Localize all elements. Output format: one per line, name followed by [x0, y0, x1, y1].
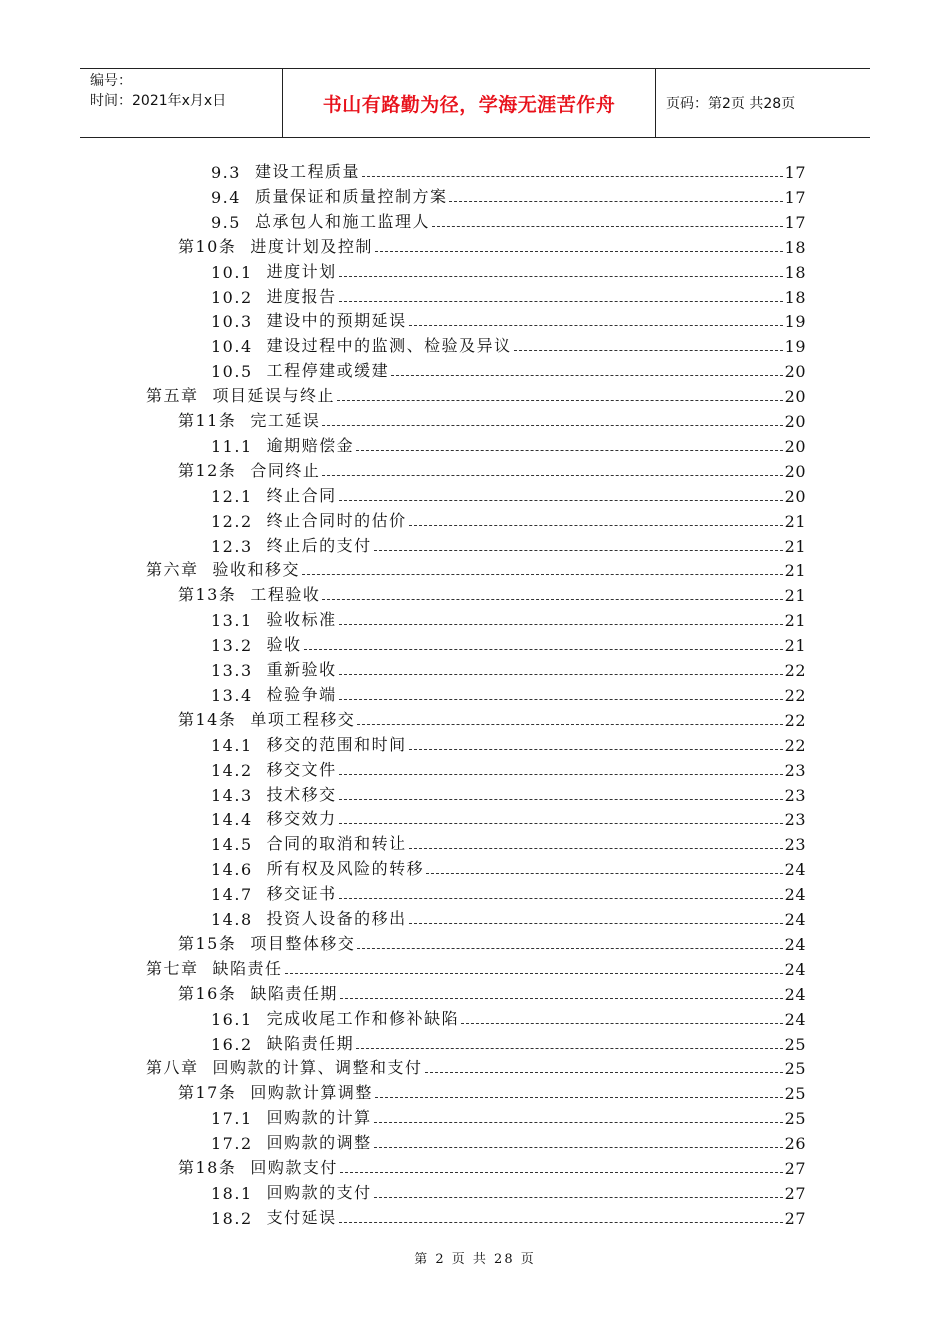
toc-entry-page: 18: [784, 287, 806, 307]
toc-entry-title: 工程停建或缓建: [266, 361, 390, 381]
toc-entry-title: 建设工程质量: [254, 162, 360, 181]
toc-entry-title: 回购款的计算: [266, 1108, 372, 1128]
toc-entry[interactable]: [211, 208, 806, 232]
toc-entry-title: 投资人设备的移出: [266, 909, 407, 928]
toc-entry[interactable]: [178, 233, 806, 257]
toc-entry-number: 9.3: [211, 163, 241, 182]
toc-leader-line: [340, 997, 783, 999]
toc-entry[interactable]: [211, 830, 806, 854]
toc-entry-page: 21: [784, 536, 806, 556]
toc-entry-page: 23: [784, 785, 806, 805]
toc-entry[interactable]: [146, 382, 806, 406]
toc-entry-title: 单项工程移交: [250, 709, 356, 729]
header-meta: [80, 69, 283, 137]
toc-entry[interactable]: [211, 905, 806, 929]
toc-entry[interactable]: [211, 432, 806, 456]
page-footer: 第 2 页 共 28 页: [414, 1252, 536, 1267]
toc-leader-line: [339, 300, 783, 302]
toc-entry[interactable]: [211, 1005, 806, 1029]
toc-leader-line: [409, 324, 783, 326]
toc-entry-title: 缺陷责任: [212, 958, 283, 978]
toc-entry-page: 19: [784, 337, 806, 357]
toc-leader-line: [356, 449, 783, 451]
toc-entry[interactable]: [211, 532, 806, 556]
toc-entry-title: 质量保证和质量控制方案: [254, 186, 448, 206]
toc-entry-title: 验收标准: [266, 610, 337, 630]
toc-entry[interactable]: [178, 457, 806, 481]
toc-leader-line: [322, 474, 782, 476]
toc-entry[interactable]: [211, 781, 806, 805]
toc-leader-line: [339, 275, 783, 277]
toc-entry-title: 建设中的预期延误: [266, 311, 407, 331]
toc-entry-page: 20: [784, 436, 806, 456]
toc-leader-line: [514, 349, 783, 351]
toc-leader-line: [339, 897, 783, 899]
toc-entry-number: 14.7: [211, 885, 253, 905]
toc-entry-number: 14.1: [211, 735, 253, 755]
toc-leader-line: [425, 1071, 783, 1073]
toc-leader-line: [339, 499, 783, 501]
toc-leader-line: [409, 748, 783, 750]
toc-entry-number: 12.3: [211, 536, 253, 556]
toc-entry-page: 27: [784, 1183, 806, 1203]
toc-entry-number: 13.1: [211, 611, 253, 631]
toc-entry-number: 14.2: [211, 760, 253, 780]
toc-entry-number: 第18条: [178, 1158, 237, 1177]
toc-entry[interactable]: [178, 407, 806, 431]
toc-entry-title: 缺陷责任期: [250, 983, 338, 1003]
toc-entry-number: 10.3: [211, 312, 253, 332]
toc-entry-number: 14.5: [211, 835, 253, 855]
toc-entry-title: 检验争端: [266, 684, 337, 704]
toc-leader-line: [374, 1196, 783, 1198]
toc-entry-title: 项目延误与终止: [212, 386, 336, 406]
toc-entry[interactable]: [211, 1204, 806, 1228]
toc-entry-page: 18: [784, 262, 806, 282]
toc-entry-title: 终止合同: [266, 485, 337, 505]
toc-entry[interactable]: [211, 307, 806, 331]
toc-entry-page: 23: [784, 835, 806, 855]
toc-leader-line: [375, 1096, 783, 1098]
toc-entry-title: 验收和移交: [212, 560, 301, 580]
toc-entry-title: 技术移交: [266, 784, 337, 804]
toc-leader-line: [322, 598, 782, 600]
toc-entry-title: 移交的范围和时间: [266, 734, 407, 754]
toc-entry-page: 24: [784, 1009, 806, 1029]
toc-entry-number: 第13条: [178, 585, 237, 605]
toc-entry-page: 27: [784, 1159, 806, 1178]
header-page-info: 页码：第2页 共28页: [666, 96, 796, 112]
toc-entry-number: 13.3: [211, 661, 253, 680]
toc-entry[interactable]: [211, 731, 806, 755]
toc-entry-number: 13.4: [211, 685, 253, 705]
toc-entry-title: 重新验收: [266, 660, 337, 679]
toc-entry-page: 24: [784, 885, 806, 905]
toc-entry-page: 26: [784, 1134, 806, 1154]
toc-entry[interactable]: [178, 706, 806, 730]
toc-entry-title: 回购款支付: [250, 1158, 338, 1177]
toc-entry-page: 21: [784, 611, 806, 631]
toc-entry[interactable]: [211, 631, 806, 655]
toc-entry-title: 项目整体移交: [250, 933, 356, 953]
toc-entry-title: 移交证书: [266, 884, 337, 904]
toc-entry[interactable]: [211, 880, 806, 904]
toc-entry[interactable]: [211, 756, 806, 780]
toc-leader-line: [356, 1047, 783, 1049]
toc-entry-number: 10.4: [211, 337, 253, 357]
toc-leader-line: [339, 798, 783, 800]
toc-entry-number: 第15条: [178, 933, 237, 953]
toc-entry-number: 第17条: [178, 1083, 237, 1103]
toc-entry-page: 25: [784, 1084, 806, 1104]
toc-entry-title: 移交文件: [266, 759, 337, 779]
toc-entry-number: 10.2: [211, 287, 253, 307]
toc-entry-page: 24: [784, 860, 806, 880]
toc-leader-line: [339, 698, 783, 700]
toc-entry-page: 27: [784, 1208, 806, 1228]
toc-entry-number: 10.5: [211, 362, 253, 382]
toc-entry-title: 所有权及风险的转移: [266, 859, 425, 879]
toc-entry-number: 第七章: [146, 958, 199, 978]
toc-entry-number: 第11条: [178, 411, 237, 430]
toc-entry[interactable]: [211, 183, 806, 207]
toc-entry-number: 18.1: [211, 1183, 253, 1203]
toc-entry[interactable]: [178, 1154, 806, 1178]
toc-entry-title: 回购款的支付: [266, 1182, 372, 1202]
page-header: [80, 68, 870, 138]
toc-leader-line: [461, 1022, 783, 1024]
toc-leader-line: [362, 175, 783, 177]
toc-leader-line: [374, 549, 783, 551]
toc-entry-number: 12.1: [211, 486, 253, 506]
toc-entry-number: 18.2: [211, 1208, 253, 1228]
toc-entry-page: 20: [784, 362, 806, 382]
toc-entry-title: 回购款的计算、调整和支付: [212, 1058, 423, 1078]
toc-entry-number: 14.8: [211, 910, 253, 929]
toc-entry-page: 24: [784, 910, 806, 929]
toc-entry-page: 25: [784, 1109, 806, 1129]
toc-entry-title: 验收: [266, 635, 302, 655]
toc-entry[interactable]: [178, 581, 806, 605]
toc-leader-line: [357, 947, 782, 949]
toc-leader-line: [322, 424, 782, 426]
toc-entry-page: 17: [784, 212, 806, 232]
toc-leader-line: [426, 872, 783, 874]
toc-entry[interactable]: [211, 681, 806, 705]
toc-entry-title: 工程验收: [250, 585, 321, 605]
toc-entry-page: 21: [784, 511, 806, 531]
toc-entry-number: 12.2: [211, 511, 253, 531]
toc-entry[interactable]: [211, 507, 806, 531]
toc-entry[interactable]: [211, 1179, 806, 1203]
toc-entry[interactable]: [211, 805, 806, 829]
toc-entry-title: 进度计划: [266, 261, 337, 281]
toc-entry[interactable]: [178, 1079, 806, 1103]
toc-entry-title: 回购款计算调整: [250, 1083, 373, 1103]
toc-entry-number: 第14条: [178, 709, 237, 729]
toc-leader-line: [285, 972, 783, 974]
toc-entry-page: 21: [784, 561, 806, 581]
toc-leader-line: [357, 723, 782, 725]
toc-entry-title: 回购款的调整: [266, 1133, 372, 1153]
toc-entry-title: 移交效力: [266, 809, 337, 829]
toc-entry-number: 第12条: [178, 460, 237, 480]
toc-entry-number: 10.1: [211, 262, 253, 282]
toc-entry-number: 17.1: [211, 1109, 253, 1129]
toc-entry-page: 22: [784, 735, 806, 755]
toc-entry[interactable]: [211, 283, 806, 307]
toc-entry-number: 第六章: [146, 560, 199, 580]
toc-entry-page: 20: [784, 486, 806, 506]
toc-entry[interactable]: [211, 1030, 806, 1054]
toc-entry-page: 18: [784, 237, 806, 257]
toc-leader-line: [339, 773, 783, 775]
toc-entry-number: 17.2: [211, 1134, 253, 1154]
toc-leader-line: [340, 1171, 783, 1173]
toc-entry-page: 22: [784, 685, 806, 705]
toc-entry-number: 13.2: [211, 636, 253, 656]
toc-entry-number: 第10条: [178, 236, 237, 256]
toc-entry[interactable]: [178, 930, 806, 954]
toc-entry[interactable]: [211, 1129, 806, 1153]
toc-entry[interactable]: [211, 158, 806, 182]
toc-leader-line: [409, 524, 783, 526]
toc-entry-page: 20: [784, 461, 806, 481]
date-label: 时间：2021年x月x日: [90, 93, 227, 109]
toc-entry-title: 总承包人和施工监理人: [254, 211, 430, 231]
toc-entry-page: 21: [784, 586, 806, 606]
toc-entry-page: 17: [784, 187, 806, 207]
toc-entry-title: 建设过程中的监测、检验及异议: [266, 336, 512, 356]
toc-entry-number: 14.6: [211, 860, 253, 880]
toc-entry[interactable]: [146, 955, 806, 979]
toc-entry-page: 20: [784, 412, 806, 431]
toc-leader-line: [339, 623, 783, 625]
toc-entry[interactable]: [146, 556, 806, 580]
toc-entry-title: 终止后的支付: [266, 535, 372, 555]
toc-entry-title: 进度计划及控制: [250, 236, 373, 256]
toc-leader-line: [432, 225, 783, 227]
toc-leader-line: [337, 399, 783, 401]
header-motto: 书山有路勤为径，学海无涯苦作舟: [283, 69, 656, 137]
toc-entry-page: 22: [784, 661, 806, 680]
toc-entry-title: 合同的取消和转让: [266, 834, 407, 854]
toc-entry-page: 25: [784, 1034, 806, 1054]
toc-entry[interactable]: [146, 1054, 806, 1078]
toc-leader-line: [374, 1121, 783, 1123]
toc-entry-page: 24: [784, 984, 806, 1004]
toc-entry-number: 9.5: [211, 212, 241, 232]
toc-entry-number: 14.3: [211, 785, 253, 805]
toc-entry[interactable]: [211, 332, 806, 356]
toc-entry-page: 22: [784, 710, 806, 730]
toc-entry-page: 23: [784, 810, 806, 830]
toc-entry-title: 缺陷责任期: [266, 1033, 355, 1053]
toc-entry[interactable]: [211, 606, 806, 630]
toc-entry[interactable]: [211, 357, 806, 381]
toc-entry-page: 19: [784, 312, 806, 332]
toc-leader-line: [391, 374, 783, 376]
toc-leader-line: [339, 822, 783, 824]
toc-entry[interactable]: [211, 855, 806, 879]
toc-entry-title: 支付延误: [266, 1207, 337, 1227]
toc-leader-line: [409, 847, 783, 849]
serial-number-label: 编号：: [90, 73, 132, 89]
toc-leader-line: [374, 1146, 783, 1148]
toc-entry[interactable]: [211, 482, 806, 506]
toc-leader-line: [302, 573, 783, 575]
toc-entry-number: 11.1: [211, 436, 253, 456]
toc-entry-title: 进度报告: [266, 286, 337, 306]
toc-entry-page: 21: [784, 636, 806, 656]
toc-entry-number: 16.1: [211, 1009, 253, 1029]
toc-entry-number: 14.4: [211, 810, 253, 830]
toc-entry-title: 完成收尾工作和修补缺陷: [266, 1008, 460, 1028]
toc-entry-page: 23: [784, 760, 806, 780]
toc-leader-line: [304, 648, 783, 650]
toc-entry-number: 16.2: [211, 1034, 253, 1054]
toc-entry-title: 完工延误: [250, 411, 321, 430]
toc-entry-page: 25: [784, 1059, 806, 1079]
toc-entry[interactable]: [211, 258, 806, 282]
toc-entry-title: 逾期赔偿金: [266, 435, 355, 455]
toc-entry-number: 9.4: [211, 187, 241, 207]
toc-leader-line: [339, 1221, 783, 1223]
toc-leader-line: [339, 673, 783, 675]
toc-entry[interactable]: [178, 980, 806, 1004]
toc-leader-line: [375, 250, 783, 252]
toc-leader-line: [449, 200, 782, 202]
toc-entry-number: 第八章: [146, 1058, 199, 1078]
toc-entry[interactable]: [211, 656, 806, 680]
toc-entry-number: 第五章: [146, 386, 199, 406]
toc-entry-page: 20: [784, 387, 806, 407]
toc-leader-line: [409, 922, 783, 924]
toc-entry-title: 终止合同时的估价: [266, 510, 407, 530]
toc-entry-page: 24: [784, 959, 806, 979]
toc-entry-page: 17: [784, 163, 806, 182]
toc-entry-number: 第16条: [178, 983, 237, 1003]
toc-entry-page: 24: [784, 934, 806, 954]
toc-entry-title: 合同终止: [250, 460, 321, 480]
toc-entry[interactable]: [211, 1104, 806, 1128]
